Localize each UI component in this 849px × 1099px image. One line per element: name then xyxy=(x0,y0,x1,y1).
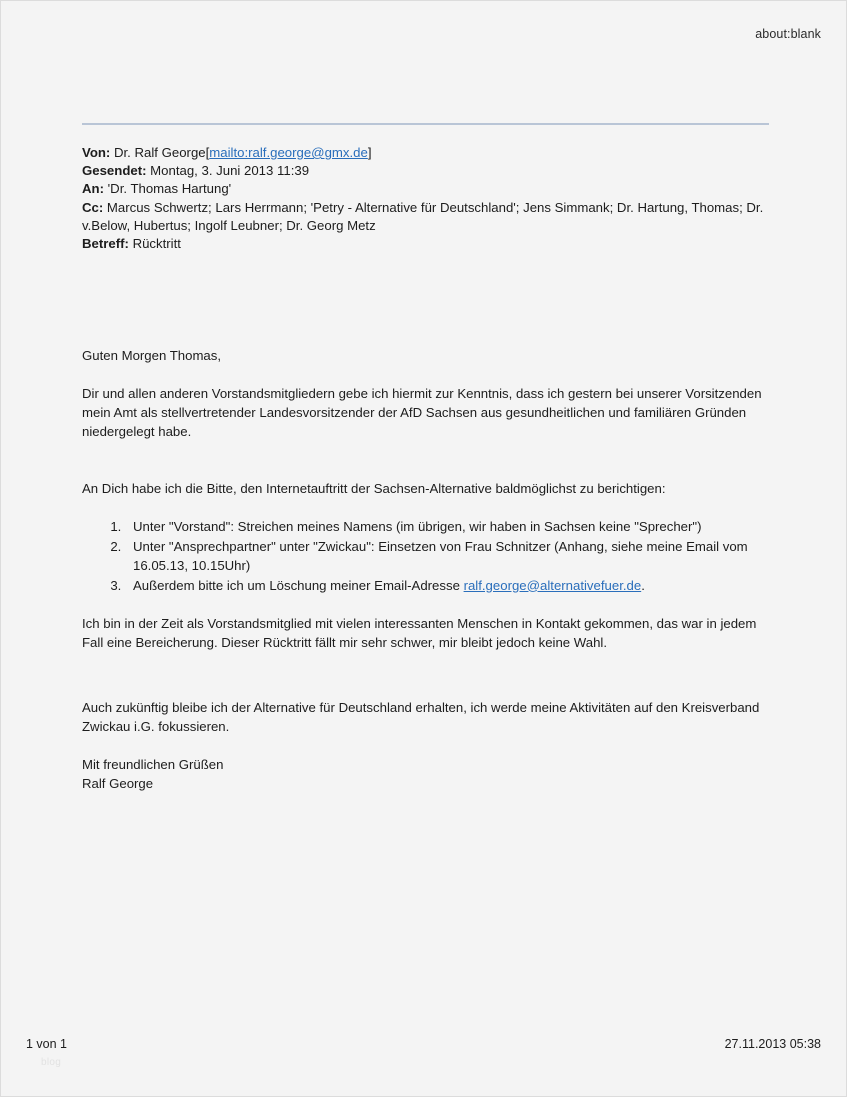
email-address-link[interactable]: ralf.george@alternativefuer.de xyxy=(463,577,642,593)
body-paragraph-1: Dir und allen anderen Vorstandsmitgliedern gebe ich hiermit zur Kenntnis, dass ich gestern bei unserer Vorsitzenden mein Amt als stellvertretender Landesvorsitzender der AfD Sachsen aus gesundheitlichen und familiären Gründen niedergelegt habe. xyxy=(82,386,762,439)
body-paragraph-3: Ich bin in der Zeit als Vorstandsmitglied mit vielen interessanten Menschen in Kontakt gekommen, das war in jedem Fall eine Bereicherung. Dieser Rücktritt fällt mir sehr schwer, mir bleibt jedoch keine Wahl. xyxy=(82,616,757,650)
email-body xyxy=(82,346,772,793)
request-list xyxy=(82,517,772,595)
to-value: 'Dr. Thomas Hartung' xyxy=(107,181,232,197)
cc-label: Cc: xyxy=(82,199,104,215)
email-header-cc xyxy=(82,199,772,235)
spacer xyxy=(82,595,772,614)
header-divider xyxy=(82,123,769,125)
list-item: 2. Unter "Ansprechpartner" unter "Zwickau": Einsetzen von Frau Schnitzer (Anhang, siehe meine Email vom 16.05.13, 10.15Uhr) xyxy=(125,537,772,576)
page-indicator: 1 von 1 xyxy=(26,1037,68,1051)
spacer xyxy=(82,365,772,384)
from-value: Dr. Ralf George xyxy=(114,145,206,160)
subject-label: Betreff: xyxy=(82,236,129,252)
body-paragraph-4: Auch zukünftig bleibe ich der Alternative für Deutschland erhalten, ich werde meine Aktivitäten auf den Kreisverband Zwickau i.G. fokussieren. xyxy=(82,700,760,734)
email-header-subject xyxy=(82,235,772,253)
spacer xyxy=(82,441,772,479)
list-item-text-after-link: . xyxy=(641,577,645,593)
from-bracket-open: [ xyxy=(205,145,210,160)
body-greeting: Guten Morgen Thomas, xyxy=(82,348,222,363)
cc-value: Marcus Schwertz; Lars Herrmann; 'Petry - Alternative für Deutschland'; Jens Simmank; Dr. Hartung, Thomas; Dr. v.Below, Hubertus; Ingolf Leubner; Dr. Georg Metz xyxy=(82,199,764,233)
from-mailto-link[interactable]: mailto:ralf.george@gmx.de xyxy=(209,145,368,160)
from-label: Von: xyxy=(82,145,111,160)
spacer xyxy=(82,736,772,755)
email-header-block xyxy=(82,144,772,253)
sent-label: Gesendet: xyxy=(82,163,147,179)
print-url-label: about:blank xyxy=(755,27,821,41)
spacer xyxy=(82,652,772,698)
list-item: 1. Unter "Vorstand": Streichen meines Namens (im übrigen, wir haben in Sachsen keine "Sprecher") xyxy=(125,517,772,537)
body-paragraph-2: An Dich habe ich die Bitte, den Internetauftritt der Sachsen-Alternative baldmöglichst zu berichtigen: xyxy=(82,481,666,496)
print-timestamp: 27.11.2013 05:38 xyxy=(724,1037,821,1051)
from-bracket-close: ] xyxy=(367,145,372,160)
subject-value: Rücktritt xyxy=(132,236,181,252)
email-header-from xyxy=(82,144,772,162)
list-item xyxy=(125,576,772,596)
email-header-sent xyxy=(82,162,772,180)
sent-value: Montag, 3. Juni 2013 11:39 xyxy=(150,163,310,179)
email-header-to xyxy=(82,180,772,198)
to-label: An: xyxy=(82,181,104,197)
list-item-text-before-link: Außerdem bitte ich um Löschung meiner Email-Adresse xyxy=(133,577,464,593)
closing-line: Mit freundlichen Grüßen xyxy=(82,757,224,772)
blog-watermark: blog xyxy=(41,1057,62,1068)
signature-name: Ralf George xyxy=(82,776,154,791)
